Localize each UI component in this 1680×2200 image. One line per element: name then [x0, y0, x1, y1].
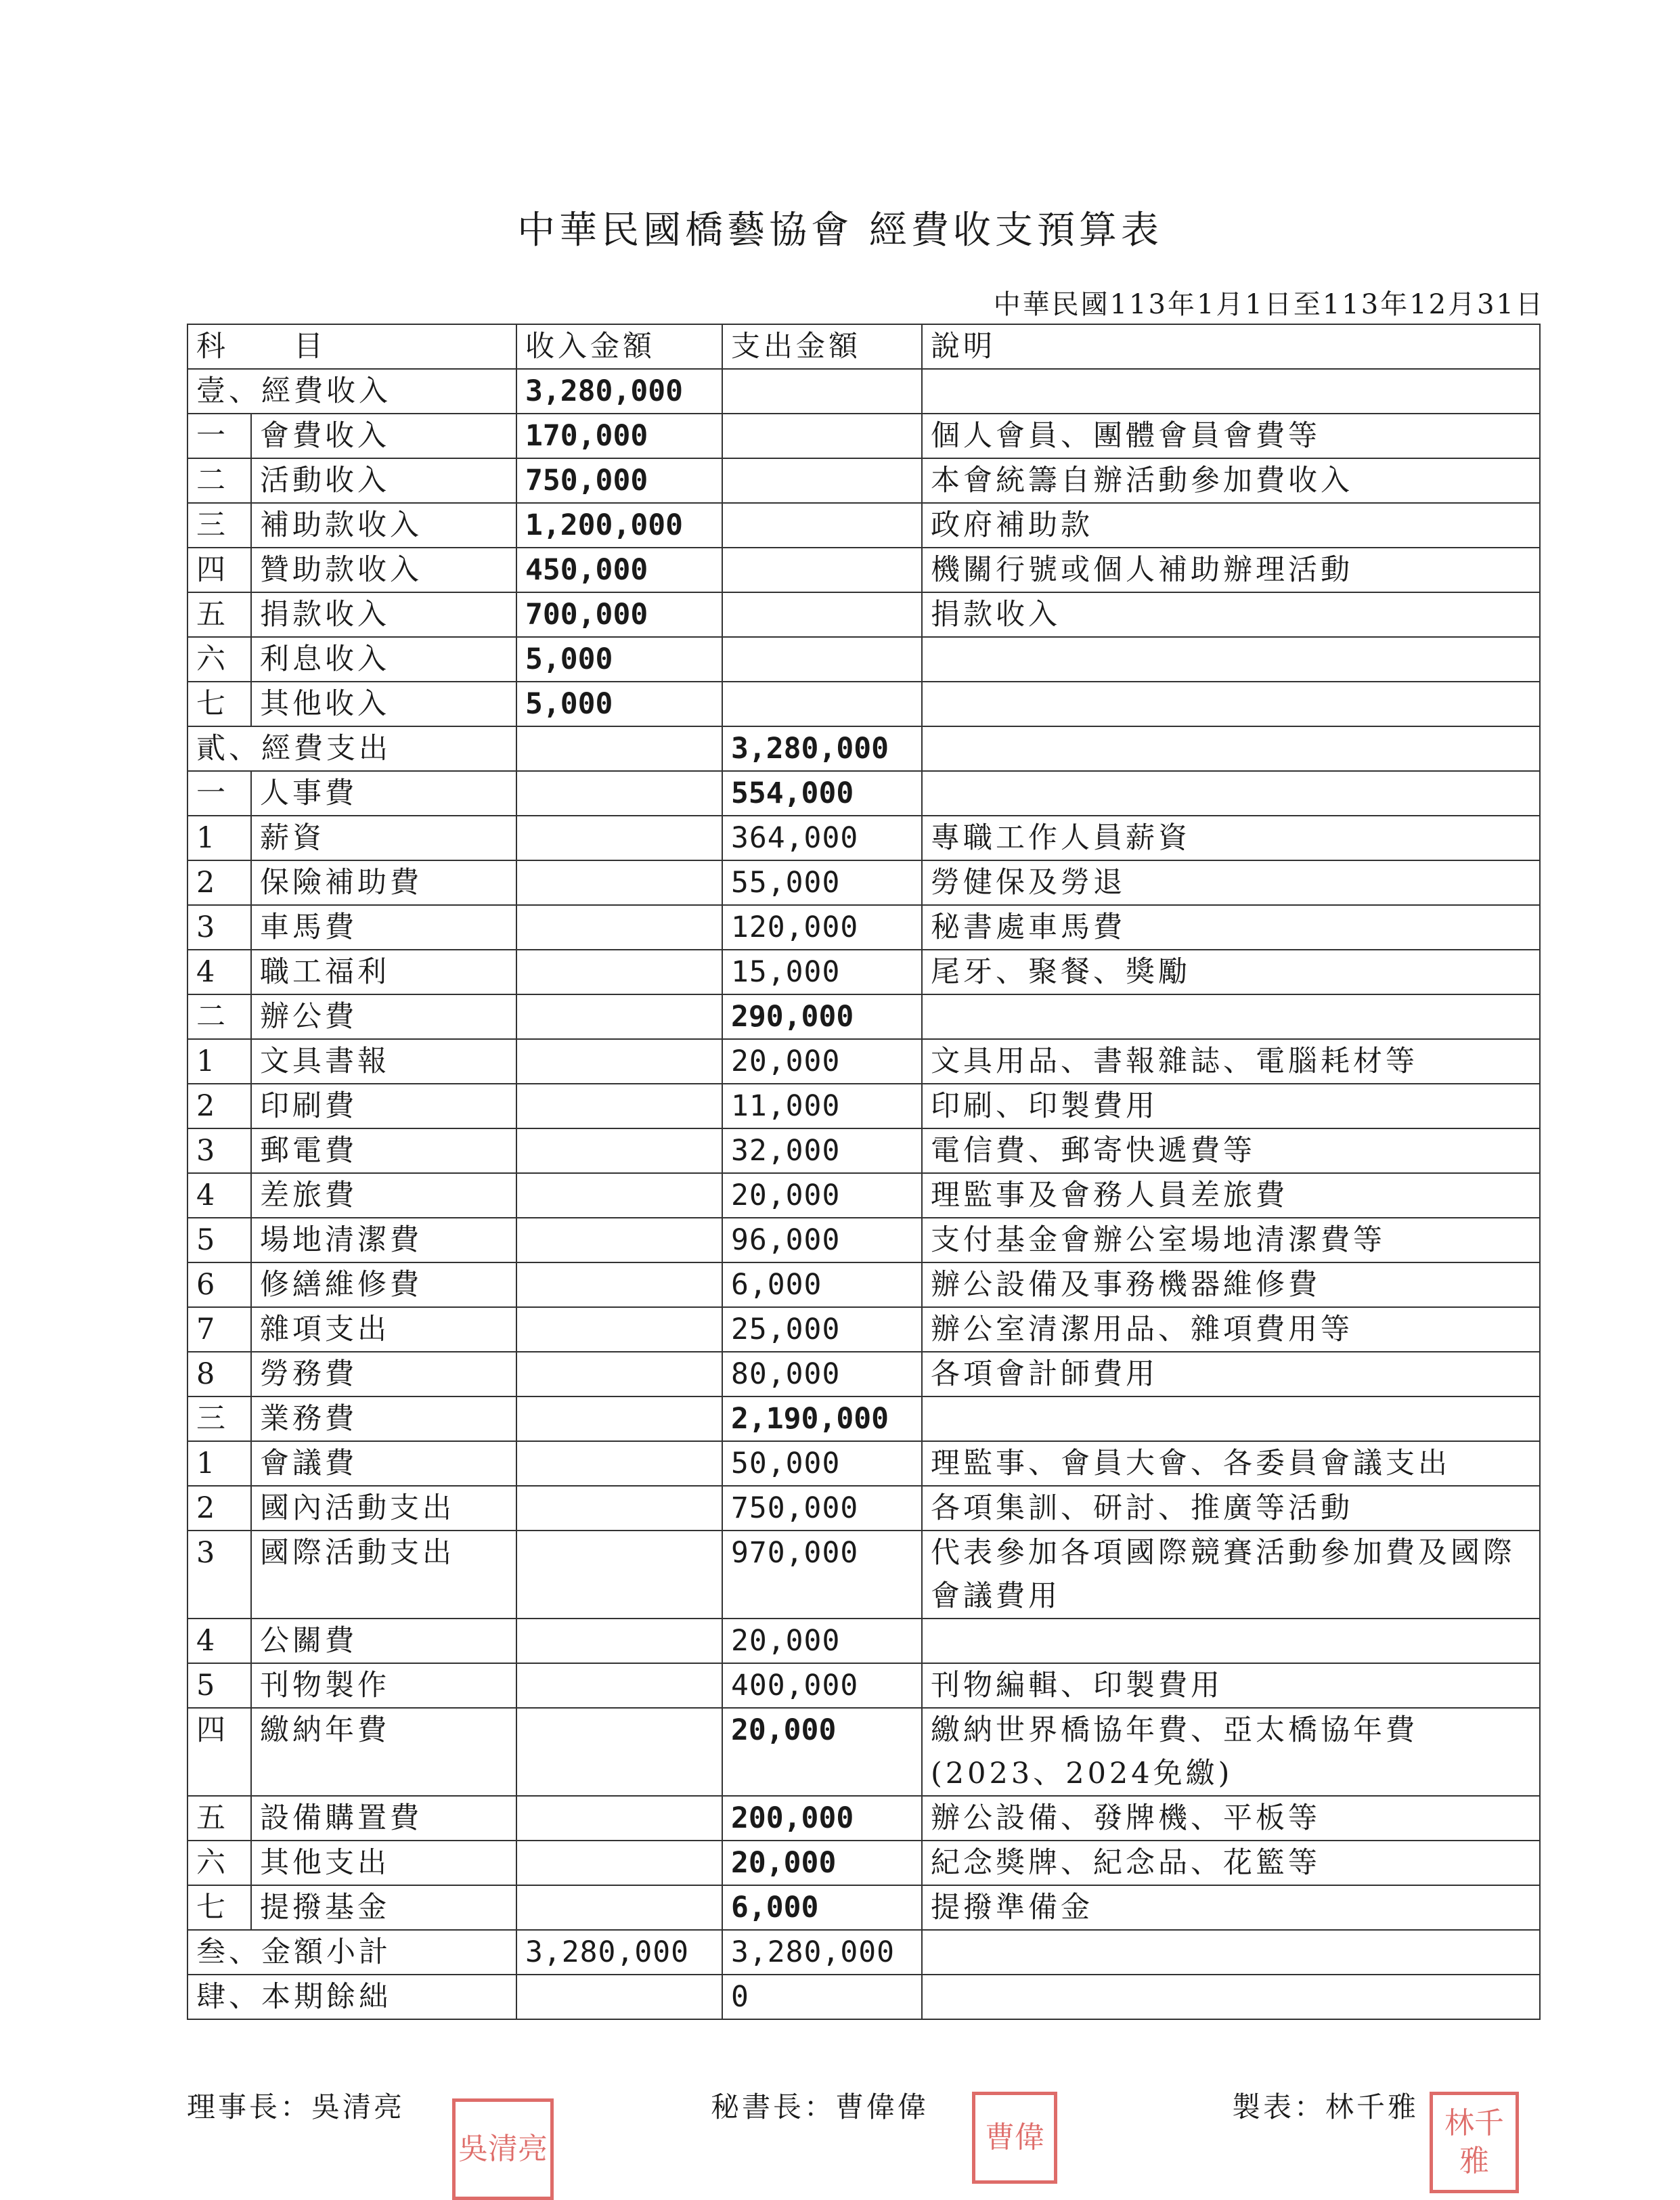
- table-row: [187, 994, 1540, 1039]
- table-row: [187, 1218, 1540, 1262]
- row-code: 7: [187, 1307, 251, 1352]
- row-expense: [722, 458, 922, 503]
- row-expense: 200,000: [722, 1796, 922, 1841]
- row-note: 紀念獎牌、紀念品、花籃等: [922, 1841, 1540, 1885]
- row-name: 郵電費: [251, 1128, 516, 1173]
- budget-period: 中華民國113年1月1日至113年12月31日: [993, 289, 1545, 320]
- row-income: 700,000: [516, 592, 722, 637]
- row-code: 五: [187, 1796, 251, 1841]
- row-note: [922, 726, 1540, 771]
- row-name: 場地清潔費: [251, 1218, 516, 1262]
- row-name: 車馬費: [251, 905, 516, 950]
- row-income: [516, 1352, 722, 1396]
- secretary-seal: 曹偉: [972, 2092, 1057, 2184]
- row-income: [516, 1262, 722, 1307]
- row-code: 1: [187, 1039, 251, 1084]
- preparer-seal: 林千雅: [1430, 2092, 1519, 2193]
- row-income: [516, 1039, 722, 1084]
- row-name: 贊助款收入: [251, 548, 516, 592]
- row-subject: 叁、金額小計: [187, 1930, 516, 1975]
- row-name: 職工福利: [251, 950, 516, 994]
- row-income: [516, 1975, 722, 2019]
- row-income: [516, 1307, 722, 1352]
- row-note: [922, 1619, 1540, 1663]
- row-income: [516, 1663, 722, 1708]
- row-note: 辦公設備、發牌機、平板等: [922, 1796, 1540, 1841]
- row-income: [516, 1084, 722, 1128]
- table-row: [187, 503, 1540, 548]
- row-income: 5,000: [516, 682, 722, 726]
- row-income: 3,280,000: [516, 369, 722, 414]
- row-subject: 肆、本期餘絀: [187, 1975, 516, 2019]
- row-name: 國際活動支出: [251, 1531, 516, 1619]
- row-expense: 3,280,000: [722, 1930, 922, 1975]
- row-note: [922, 1930, 1540, 1975]
- table-row: [187, 1930, 1540, 1975]
- table-row: [187, 1486, 1540, 1531]
- row-expense: 0: [722, 1975, 922, 2019]
- row-code: 五: [187, 592, 251, 637]
- row-income: [516, 1128, 722, 1173]
- row-code: 1: [187, 816, 251, 860]
- row-name: 保險補助費: [251, 860, 516, 905]
- row-code: 六: [187, 1841, 251, 1885]
- preparer-signature: 製表：林千雅: [1232, 2090, 1419, 2124]
- row-name: 其他收入: [251, 682, 516, 726]
- row-name: 人事費: [251, 771, 516, 816]
- row-name: 刊物製作: [251, 1663, 516, 1708]
- row-code: 二: [187, 458, 251, 503]
- row-note: 提撥準備金: [922, 1885, 1540, 1930]
- row-note: 電信費、郵寄快遞費等: [922, 1128, 1540, 1173]
- row-expense: 554,000: [722, 771, 922, 816]
- table-row: [187, 950, 1540, 994]
- row-code: 2: [187, 860, 251, 905]
- table-row: [187, 771, 1540, 816]
- row-name: 差旅費: [251, 1173, 516, 1218]
- table-row: [187, 682, 1540, 726]
- row-note: 機關行號或個人補助辦理活動: [922, 548, 1540, 592]
- row-code: 2: [187, 1486, 251, 1531]
- table-row: [187, 726, 1540, 771]
- row-income: [516, 726, 722, 771]
- table-row: [187, 1352, 1540, 1396]
- row-subject: 貳、經費支出: [187, 726, 516, 771]
- row-code: 4: [187, 1173, 251, 1218]
- row-expense: 750,000: [722, 1486, 922, 1531]
- row-note: 文具用品、書報雜誌、電腦耗材等: [922, 1039, 1540, 1084]
- row-name: 提撥基金: [251, 1885, 516, 1930]
- row-code: 一: [187, 771, 251, 816]
- row-note: 支付基金會辦公室場地清潔費等: [922, 1218, 1540, 1262]
- table-row: [187, 1441, 1540, 1486]
- row-income: [516, 1173, 722, 1218]
- row-name: 公關費: [251, 1619, 516, 1663]
- row-expense: 2,190,000: [722, 1396, 922, 1441]
- header-note: 說明: [922, 324, 1540, 369]
- table-row: [187, 860, 1540, 905]
- row-name: 勞務費: [251, 1352, 516, 1396]
- table-row: [187, 1975, 1540, 2019]
- row-name: 印刷費: [251, 1084, 516, 1128]
- row-income: [516, 1441, 722, 1486]
- table-row: [187, 1128, 1540, 1173]
- row-code: 二: [187, 994, 251, 1039]
- row-income: [516, 816, 722, 860]
- row-income: 3,280,000: [516, 1930, 722, 1975]
- row-note: 勞健保及勞退: [922, 860, 1540, 905]
- row-note: 尾牙、聚餐、獎勵: [922, 950, 1540, 994]
- row-expense: 80,000: [722, 1352, 922, 1396]
- row-income: [516, 1619, 722, 1663]
- row-note: 政府補助款: [922, 503, 1540, 548]
- row-code: 4: [187, 950, 251, 994]
- table-row: [187, 1173, 1540, 1218]
- row-note: [922, 369, 1540, 414]
- row-note: 本會統籌自辦活動參加費收入: [922, 458, 1540, 503]
- row-expense: 3,280,000: [722, 726, 922, 771]
- row-note: 專職工作人員薪資: [922, 816, 1540, 860]
- table-row: [187, 1708, 1540, 1796]
- row-note: 代表參加各項國際競賽活動參加費及國際會議費用: [922, 1531, 1540, 1619]
- row-note: 辦公室清潔用品、雜項費用等: [922, 1307, 1540, 1352]
- row-name: 薪資: [251, 816, 516, 860]
- row-code: 六: [187, 637, 251, 682]
- row-expense: 120,000: [722, 905, 922, 950]
- row-code: 一: [187, 414, 251, 458]
- chairman-signature: 理事長：吳清亮: [187, 2090, 405, 2124]
- row-name: 活動收入: [251, 458, 516, 503]
- row-code: 三: [187, 1396, 251, 1441]
- table-row: [187, 816, 1540, 860]
- row-expense: [722, 369, 922, 414]
- row-income: 450,000: [516, 548, 722, 592]
- table-row: [187, 1796, 1540, 1841]
- row-note: [922, 771, 1540, 816]
- table-row: [187, 1039, 1540, 1084]
- row-code: 3: [187, 905, 251, 950]
- row-expense: 6,000: [722, 1885, 922, 1930]
- row-name: 繳納年費: [251, 1708, 516, 1796]
- row-note: 刊物編輯、印製費用: [922, 1663, 1540, 1708]
- table-header-row: [187, 324, 1540, 369]
- row-code: 1: [187, 1441, 251, 1486]
- row-income: [516, 860, 722, 905]
- row-income: [516, 1218, 722, 1262]
- row-note: [922, 1975, 1540, 2019]
- row-expense: 96,000: [722, 1218, 922, 1262]
- row-income: 170,000: [516, 414, 722, 458]
- row-expense: [722, 414, 922, 458]
- row-name: 辦公費: [251, 994, 516, 1039]
- row-name: 修繕維修費: [251, 1262, 516, 1307]
- row-note: [922, 994, 1540, 1039]
- row-expense: 20,000: [722, 1173, 922, 1218]
- table-row: [187, 1396, 1540, 1441]
- table-row: [187, 1531, 1540, 1619]
- row-code: 5: [187, 1663, 251, 1708]
- row-note: [922, 1396, 1540, 1441]
- row-note: 理監事及會務人員差旅費: [922, 1173, 1540, 1218]
- row-note: 個人會員、團體會員會費等: [922, 414, 1540, 458]
- row-code: 2: [187, 1084, 251, 1128]
- table-row: [187, 414, 1540, 458]
- row-subject: 壹、經費收入: [187, 369, 516, 414]
- row-expense: 55,000: [722, 860, 922, 905]
- table-row: [187, 1619, 1540, 1663]
- table-row: [187, 905, 1540, 950]
- table-row: [187, 1885, 1540, 1930]
- header-subject: 科 目: [187, 324, 516, 369]
- row-name: 雜項支出: [251, 1307, 516, 1352]
- row-note: 理監事、會員大會、各委員會議支出: [922, 1441, 1540, 1486]
- table-row: [187, 1307, 1540, 1352]
- row-expense: 50,000: [722, 1441, 922, 1486]
- row-name: 其他支出: [251, 1841, 516, 1885]
- row-income: [516, 1841, 722, 1885]
- row-expense: 364,000: [722, 816, 922, 860]
- row-income: 5,000: [516, 637, 722, 682]
- row-name: 業務費: [251, 1396, 516, 1441]
- row-note: 辦公設備及事務機器維修費: [922, 1262, 1540, 1307]
- row-income: [516, 950, 722, 994]
- row-code: 3: [187, 1128, 251, 1173]
- row-note: 印刷、印製費用: [922, 1084, 1540, 1128]
- row-code: 四: [187, 548, 251, 592]
- row-income: [516, 994, 722, 1039]
- row-note: 各項會計師費用: [922, 1352, 1540, 1396]
- row-note: 捐款收入: [922, 592, 1540, 637]
- row-name: 文具書報: [251, 1039, 516, 1084]
- row-code: 4: [187, 1619, 251, 1663]
- header-income: 收入金額: [516, 324, 722, 369]
- row-name: 補助款收入: [251, 503, 516, 548]
- row-expense: 32,000: [722, 1128, 922, 1173]
- row-name: 設備購置費: [251, 1796, 516, 1841]
- row-income: [516, 1396, 722, 1441]
- row-income: 750,000: [516, 458, 722, 503]
- table-row: [187, 1262, 1540, 1307]
- header-expense: 支出金額: [722, 324, 922, 369]
- row-note: 繳納世界橋協年費、亞太橋協年費(2023、2024免繳): [922, 1708, 1540, 1796]
- row-expense: 20,000: [722, 1039, 922, 1084]
- row-income: [516, 1531, 722, 1619]
- row-note: 各項集訓、研討、推廣等活動: [922, 1486, 1540, 1531]
- row-code: 5: [187, 1218, 251, 1262]
- row-expense: [722, 548, 922, 592]
- row-income: [516, 1486, 722, 1531]
- row-income: [516, 1708, 722, 1796]
- row-expense: 15,000: [722, 950, 922, 994]
- table-row: [187, 1084, 1540, 1128]
- row-name: 利息收入: [251, 637, 516, 682]
- row-code: 七: [187, 682, 251, 726]
- row-expense: [722, 682, 922, 726]
- row-expense: 970,000: [722, 1531, 922, 1619]
- table-row: [187, 592, 1540, 637]
- row-income: [516, 1885, 722, 1930]
- row-expense: [722, 503, 922, 548]
- row-note: [922, 682, 1540, 726]
- row-expense: [722, 592, 922, 637]
- table-body: [187, 369, 1540, 2019]
- row-income: [516, 1796, 722, 1841]
- row-name: 捐款收入: [251, 592, 516, 637]
- chairman-seal: 吳清亮: [452, 2098, 554, 2200]
- row-code: 8: [187, 1352, 251, 1396]
- row-expense: 20,000: [722, 1708, 922, 1796]
- row-name: 會費收入: [251, 414, 516, 458]
- row-note: 秘書處車馬費: [922, 905, 1540, 950]
- row-income: [516, 905, 722, 950]
- row-expense: 20,000: [722, 1619, 922, 1663]
- document-title: 中華民國橋藝協會 經費收支預算表: [517, 208, 1163, 252]
- row-expense: 290,000: [722, 994, 922, 1039]
- row-name: 國內活動支出: [251, 1486, 516, 1531]
- row-code: 3: [187, 1531, 251, 1619]
- row-code: 6: [187, 1262, 251, 1307]
- table-row: [187, 1663, 1540, 1708]
- table-row: [187, 548, 1540, 592]
- row-income: [516, 771, 722, 816]
- row-name: 會議費: [251, 1441, 516, 1486]
- budget-table: [187, 324, 1541, 2020]
- row-expense: 400,000: [722, 1663, 922, 1708]
- table-row: [187, 637, 1540, 682]
- row-code: 三: [187, 503, 251, 548]
- row-expense: [722, 637, 922, 682]
- row-expense: 6,000: [722, 1262, 922, 1307]
- table-row: [187, 1841, 1540, 1885]
- row-expense: 20,000: [722, 1841, 922, 1885]
- secretary-signature: 秘書長：曹偉偉: [711, 2090, 929, 2124]
- row-income: 1,200,000: [516, 503, 722, 548]
- row-code: 七: [187, 1885, 251, 1930]
- table-row: [187, 458, 1540, 503]
- row-note: [922, 637, 1540, 682]
- row-code: 四: [187, 1708, 251, 1796]
- table-row: [187, 369, 1540, 414]
- row-expense: 11,000: [722, 1084, 922, 1128]
- row-expense: 25,000: [722, 1307, 922, 1352]
